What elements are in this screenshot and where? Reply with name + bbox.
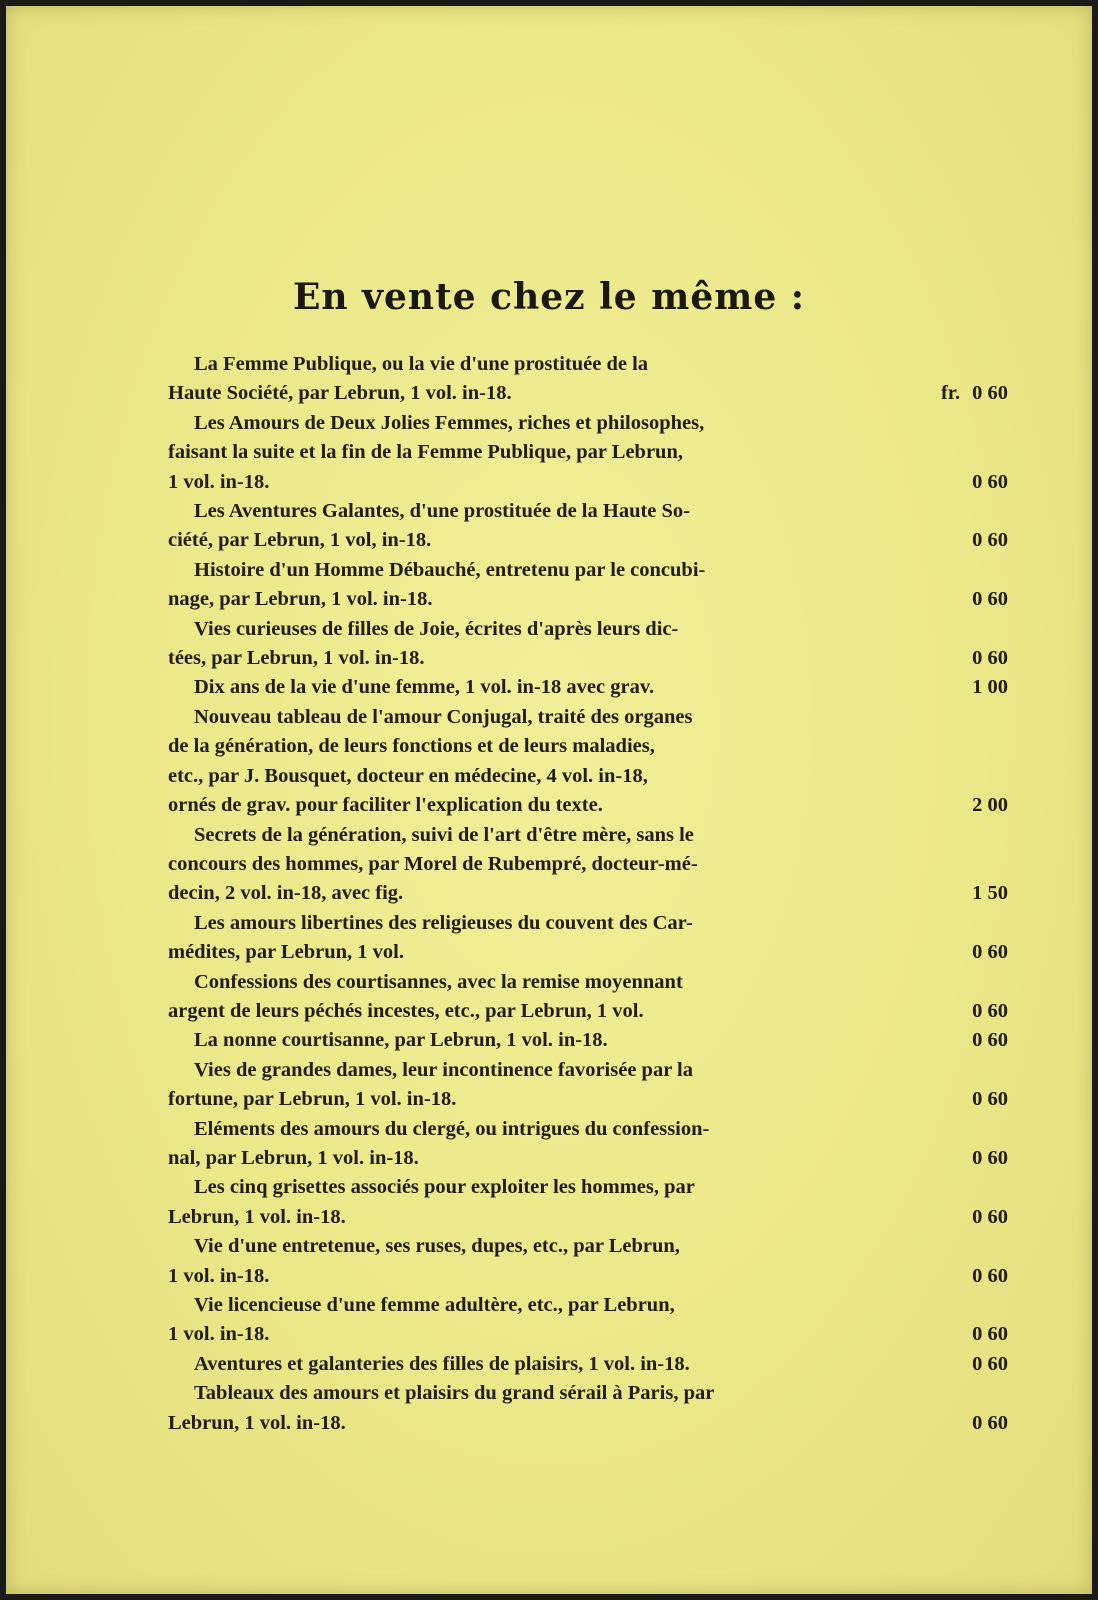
entry-line <box>168 791 1008 820</box>
entry-text: nal, par Lebrun, 1 vol. in-18. <box>168 1146 419 1169</box>
entry-price <box>938 997 1008 1026</box>
catalog-entry <box>168 497 1008 556</box>
entry-line <box>168 379 1008 408</box>
entry-line <box>168 615 1008 644</box>
entry-text: argent de leurs péchés incestes, etc., par Lebrun, 1 vol. <box>168 999 644 1022</box>
entry-text: Aventures et galanteries des filles de plaisirs, 1 vol. in-18. <box>194 1352 690 1375</box>
catalog-entry <box>168 1026 1008 1055</box>
entry-line <box>168 1350 1008 1379</box>
entry-text: Dix ans de la vie d'une femme, 1 vol. in-18 avec grav. <box>194 676 655 699</box>
entry-line <box>168 968 1008 997</box>
catalog-entry <box>168 703 1008 821</box>
entry-line <box>168 879 1008 908</box>
catalog-entry <box>168 409 1008 497</box>
entry-line <box>168 1026 1008 1055</box>
entry-line <box>168 1291 1008 1320</box>
entry-line <box>168 1379 1008 1408</box>
entry-text: Eléments des amours du clergé, ou intrigues du confession- <box>194 1117 710 1140</box>
entry-line <box>168 409 1008 438</box>
page-heading: En vente chez le même : <box>292 276 806 318</box>
price-value: 0 60 <box>972 1029 1008 1052</box>
price-value: 0 60 <box>972 382 1008 405</box>
entry-line <box>168 997 1008 1026</box>
entry-price <box>938 468 1008 497</box>
catalog-page <box>6 6 1092 1594</box>
catalog-entry <box>168 673 1008 702</box>
entry-text: faisant la suite et la fin de la Femme Publique, par Lebrun, <box>168 441 683 464</box>
entry-line <box>168 1115 1008 1144</box>
entry-text: fortune, par Lebrun, 1 vol. in-18. <box>168 1088 457 1111</box>
entry-text: Les Aventures Galantes, d'une prostituée de la Haute So- <box>194 500 691 523</box>
entry-line <box>168 468 1008 497</box>
entry-text: ornés de grav. pour faciliter l'explication du texte. <box>168 794 603 817</box>
entry-text: Confessions des courtisannes, avec la remise moyennant <box>194 970 683 993</box>
catalog-entry <box>168 1056 1008 1115</box>
entry-text: 1 vol. in-18. <box>168 470 270 493</box>
entry-text: Vie licencieuse d'une femme adultère, etc., par Lebrun, <box>194 1294 675 1316</box>
entry-text: 1 vol. in-18. <box>168 1264 270 1287</box>
price-value: 0 60 <box>972 647 1008 670</box>
entry-price <box>938 1409 1008 1438</box>
entry-text: Lebrun, 1 vol. in-18. <box>168 1411 346 1434</box>
entry-text: Tableaux des amours et plaisirs du grand sérail à Paris, par <box>194 1382 715 1405</box>
catalog-entry <box>168 350 1008 409</box>
entry-line <box>168 1232 1008 1261</box>
entry-line <box>168 762 1008 791</box>
entry-text: ciété, par Lebrun, 1 vol, in-18. <box>168 529 432 552</box>
entry-text: Vies de grandes dames, leur incontinence favorisée par la <box>194 1058 693 1081</box>
entry-text: tées, par Lebrun, 1 vol. in-18. <box>168 647 425 670</box>
catalog-entry <box>168 1115 1008 1174</box>
catalog-entry <box>168 1232 1008 1291</box>
entry-text: Secrets de la génération, suivi de l'art d'être mère, sans le <box>194 823 694 846</box>
entry-price <box>938 1144 1008 1173</box>
entry-text: de la génération, de leurs fonctions et de leurs maladies, <box>168 735 655 758</box>
price-value: 0 60 <box>972 588 1008 611</box>
entry-line <box>168 1056 1008 1085</box>
entry-price <box>938 526 1008 555</box>
entry-line <box>168 1203 1008 1232</box>
entry-text: Vie d'une entretenue, ses ruses, dupes, etc., par Lebrun, <box>194 1235 680 1258</box>
entry-text: Nouveau tableau de l'amour Conjugal, traité des organes <box>194 705 693 728</box>
catalog-entry <box>168 615 1008 674</box>
entry-price <box>938 673 1008 702</box>
entry-price <box>938 1085 1008 1114</box>
entry-line <box>168 821 1008 850</box>
entry-price <box>938 1203 1008 1232</box>
entry-line <box>168 909 1008 938</box>
entry-text: Lebrun, 1 vol. in-18. <box>168 1205 346 1228</box>
price-value: 0 60 <box>972 529 1008 552</box>
catalog-entry <box>168 1173 1008 1232</box>
catalog-entry <box>168 1379 1008 1438</box>
price-prefix: fr. <box>940 382 961 405</box>
catalog-entry <box>168 1350 1008 1379</box>
entry-line <box>168 1409 1008 1438</box>
catalog-entry <box>168 821 1008 909</box>
entry-text: nage, par Lebrun, 1 vol. in-18. <box>168 588 433 611</box>
price-value: 0 60 <box>972 1411 1008 1434</box>
entry-line <box>168 497 1008 526</box>
price-value: 0 60 <box>972 1205 1008 1228</box>
entry-price <box>938 1320 1008 1349</box>
entry-line <box>168 703 1008 732</box>
entry-text: Vies curieuses de filles de Joie, écrites d'après leurs dic- <box>194 617 679 640</box>
catalog-entry <box>168 1291 1008 1350</box>
price-value: 0 60 <box>972 1352 1008 1375</box>
entry-line <box>168 938 1008 967</box>
entry-price <box>938 791 1008 820</box>
catalog-list <box>168 350 1008 1438</box>
entry-price <box>938 938 1008 967</box>
entry-text: La Femme Publique, ou la vie d'une prostituée de la <box>194 353 649 375</box>
entry-line <box>168 1262 1008 1291</box>
entry-price <box>938 879 1008 908</box>
entry-price <box>938 644 1008 673</box>
entry-line <box>168 1085 1008 1114</box>
entry-text: Haute Société, par Lebrun, 1 vol. in-18. <box>168 382 512 405</box>
entry-text: 1 vol. in-18. <box>168 1323 270 1346</box>
price-value: 0 60 <box>972 1264 1008 1287</box>
entry-line <box>168 732 1008 761</box>
entry-line <box>168 556 1008 585</box>
entry-line <box>168 1173 1008 1202</box>
entry-price <box>938 1026 1008 1055</box>
entry-price <box>938 1262 1008 1291</box>
entry-line <box>168 526 1008 555</box>
entry-line <box>168 673 1008 702</box>
entry-text: médites, par Lebrun, 1 vol. <box>168 941 404 964</box>
price-value: 0 60 <box>972 1323 1008 1346</box>
entry-text: Histoire d'un Homme Débauché, entretenu par le concubi- <box>194 558 706 581</box>
entry-line <box>168 850 1008 879</box>
entry-text: Les amours libertines des religieuses du couvent des Car- <box>194 911 693 934</box>
entry-text: Les Amours de Deux Jolies Femmes, riches et philosophes, <box>194 411 705 434</box>
catalog-entry <box>168 909 1008 968</box>
entry-text: concours des hommes, par Morel de Rubempré, docteur-mé- <box>168 852 698 875</box>
entry-text: Les cinq grisettes associés pour exploiter les hommes, par <box>194 1176 695 1199</box>
entry-line <box>168 1320 1008 1349</box>
catalog-entry <box>168 968 1008 1027</box>
entry-text: La nonne courtisanne, par Lebrun, 1 vol. in-18. <box>194 1029 608 1052</box>
entry-line <box>168 585 1008 614</box>
entry-line <box>168 644 1008 673</box>
entry-price <box>938 1350 1008 1379</box>
price-value: 2 00 <box>972 794 1008 817</box>
price-value: 0 60 <box>972 1146 1008 1169</box>
price-value: 0 60 <box>972 999 1008 1022</box>
entry-line <box>168 1144 1008 1173</box>
entry-line <box>168 438 1008 467</box>
catalog-entry <box>168 556 1008 615</box>
entry-text: etc., par J. Bousquet, docteur en médecine, 4 vol. in-18, <box>168 764 648 787</box>
price-value: 1 50 <box>972 882 1008 905</box>
price-value: 0 60 <box>972 941 1008 964</box>
entry-text: decin, 2 vol. in-18, avec fig. <box>168 882 404 905</box>
price-value: 0 60 <box>972 1088 1008 1111</box>
entry-price <box>938 585 1008 614</box>
entry-price <box>938 379 1008 408</box>
price-value: 1 00 <box>972 676 1008 699</box>
price-value: 0 60 <box>972 470 1008 493</box>
entry-line <box>168 350 1008 379</box>
